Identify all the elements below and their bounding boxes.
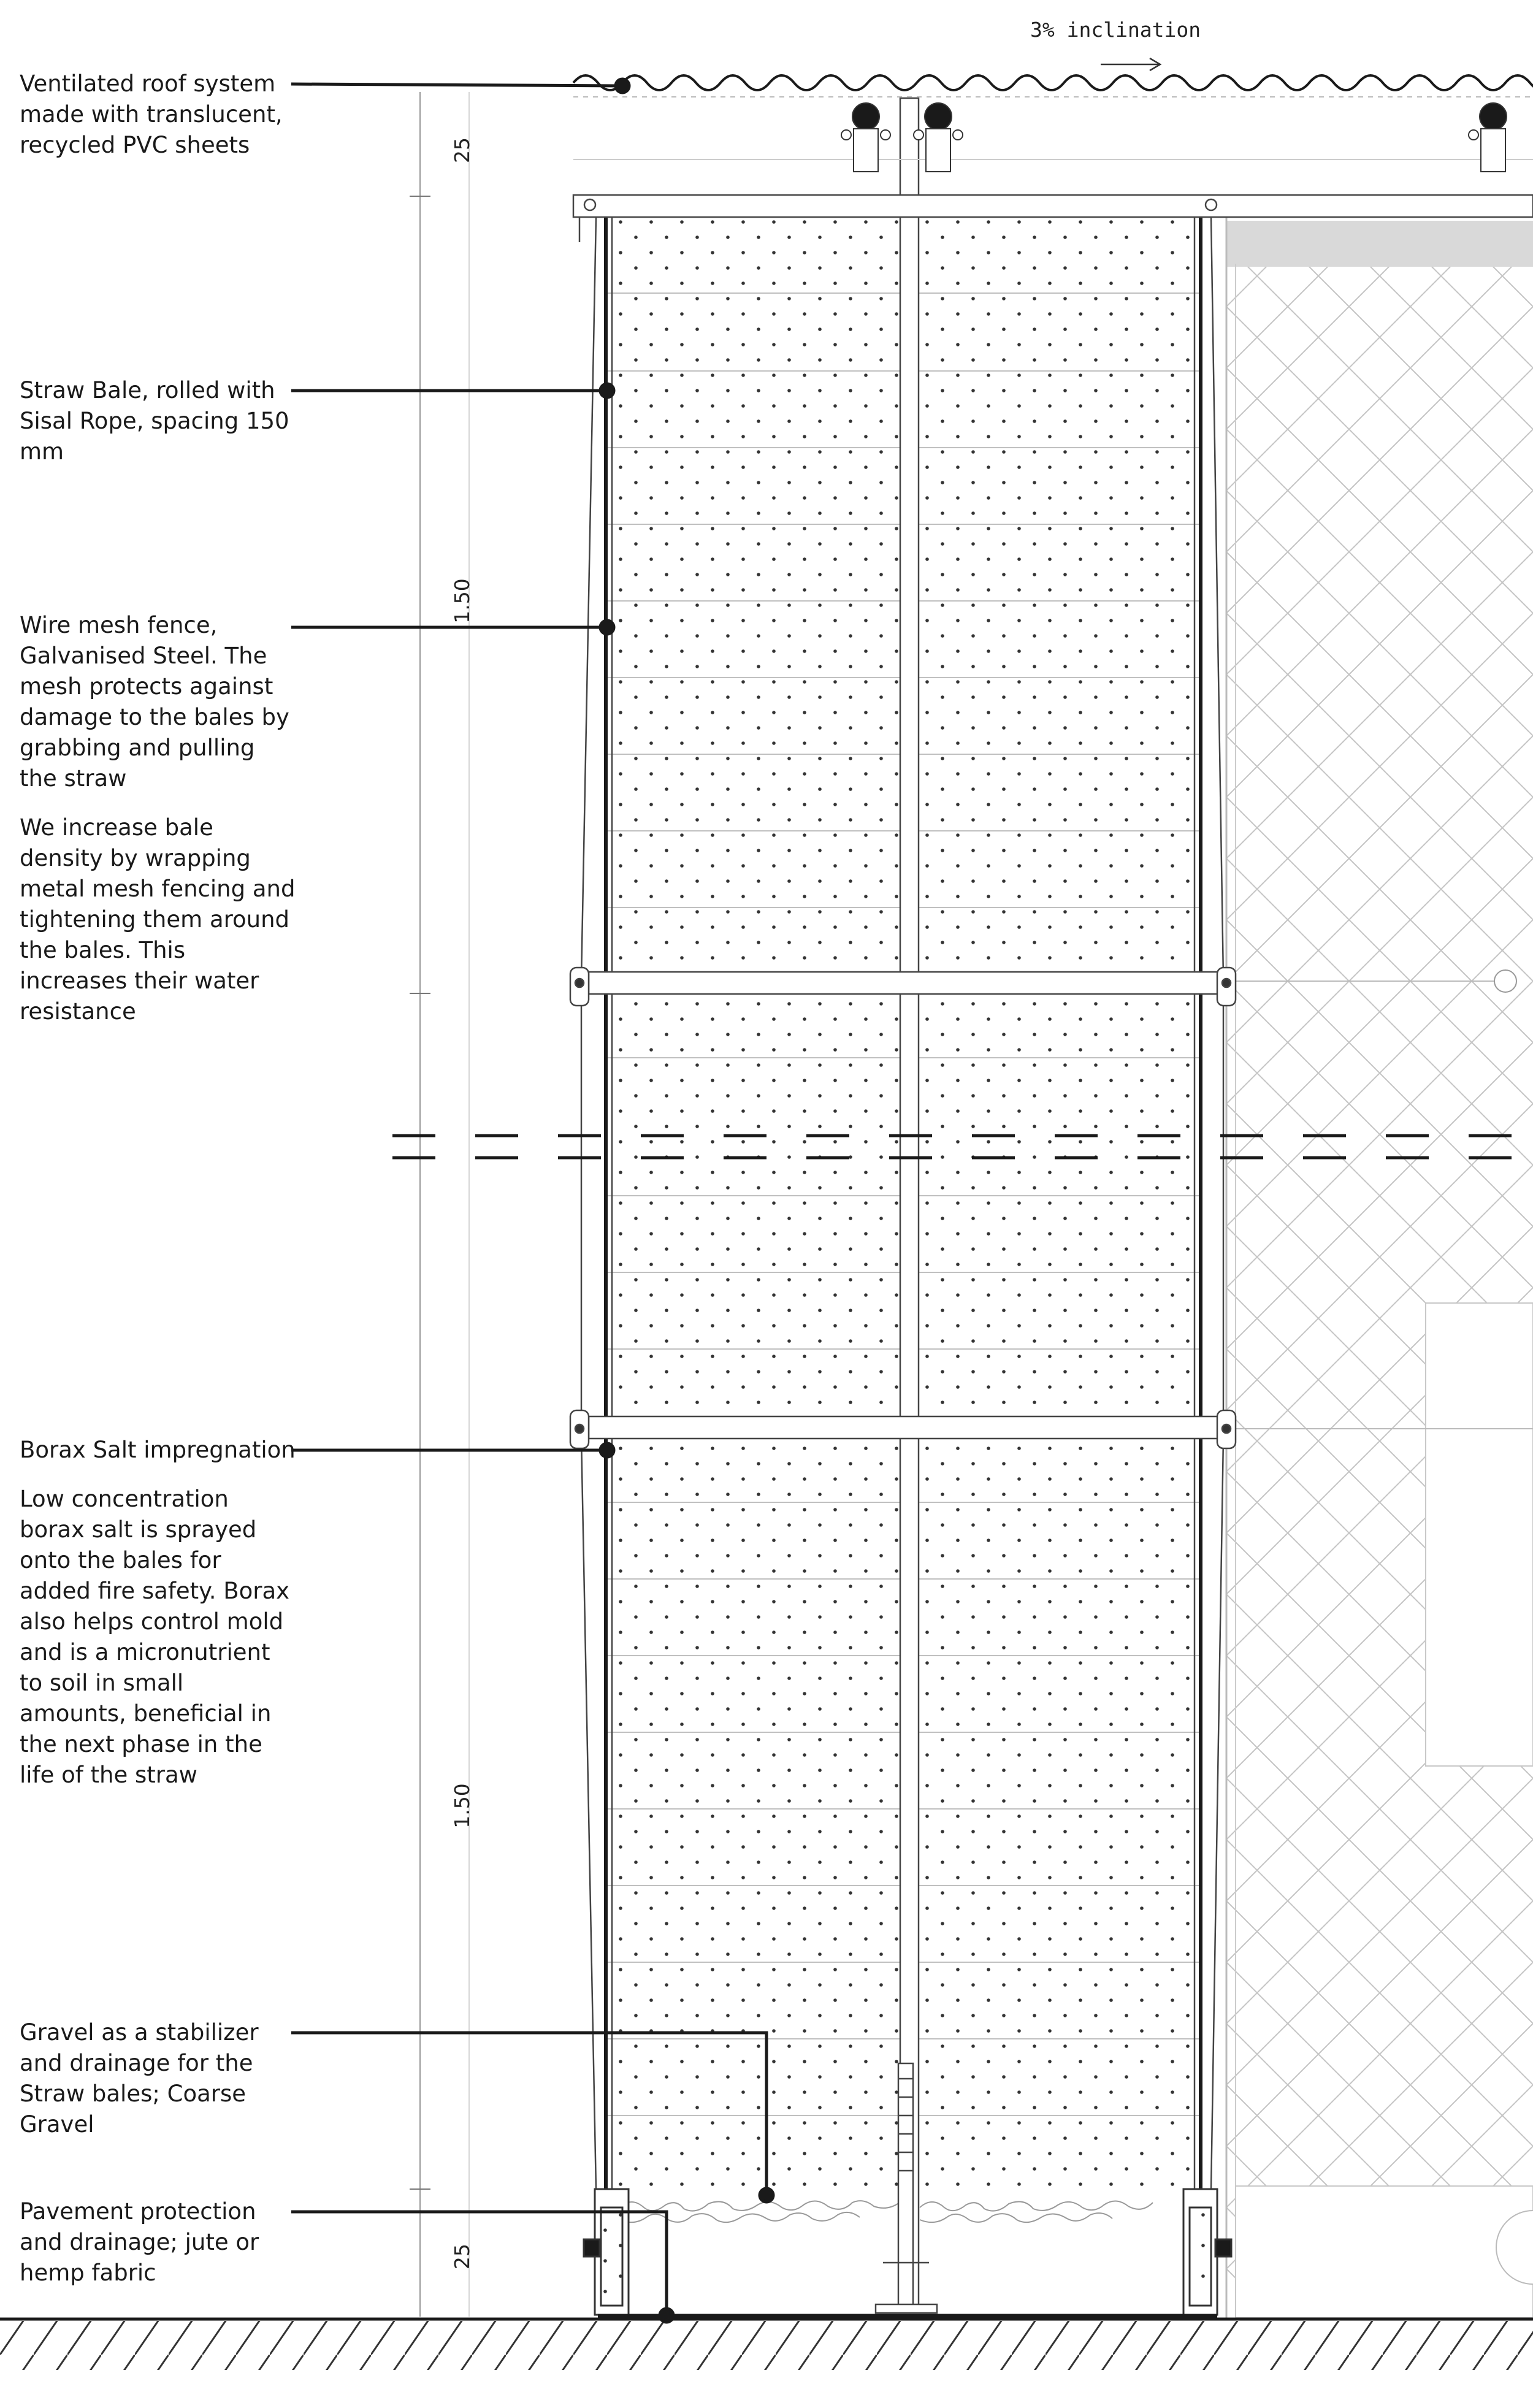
roof-clamps — [841, 103, 1507, 172]
annotation-gravel — [20, 2017, 296, 2140]
dimension-line — [410, 92, 469, 2317]
dim-upper: 1.50 — [450, 578, 474, 624]
roof-sheet — [573, 75, 1533, 159]
wire-mesh-label: Wire mesh fence, Galvanised Steel. The mesh protects against damage to the bales by grabbing and pulling the straw — [20, 612, 289, 792]
gravel-label: Gravel as a stabilizer and drainage for the Straw bales; Coarse Gravel — [20, 2019, 259, 2138]
borax-label: Borax Salt impregnation — [20, 1437, 296, 1463]
annotation-borax — [20, 1435, 296, 1791]
gravel-layer — [619, 2201, 1153, 2222]
central-post — [900, 98, 919, 2306]
slope-arrow — [1101, 58, 1160, 71]
roof-slope-label: 3% inclination — [1030, 18, 1201, 42]
pavement-label: Pavement protection and drainage; jute or hemp fabric — [20, 2198, 259, 2286]
annotation-pavement — [20, 2196, 296, 2288]
dim-lower: 1.50 — [450, 1783, 474, 1829]
annotation-straw-bale — [20, 375, 296, 467]
straw-bale-label: Straw Bale, rolled with Sisal Rope, spacing 150 mm — [20, 377, 289, 465]
interior-wall — [1226, 215, 1533, 2318]
borax-body: Low concentration borax salt is sprayed onto the bales for added fire safety. Borax also helps control mold and is a micronutrient to soil in small amounts, beneficial in the next phase in the life of the straw — [20, 1486, 290, 1788]
dim-bottom: 25 — [450, 2244, 474, 2269]
annotation-roof — [20, 69, 296, 161]
roof-label: Ventilated roof system made with translucent, recycled PVC sheets — [20, 71, 283, 158]
wire-mesh-body: We increase bale density by wrapping metal mesh fencing and tightening them around the bales. This increases their water resistance — [20, 814, 296, 1025]
dim-top: 25 — [450, 137, 474, 163]
ground — [0, 2317, 1533, 2370]
annotation-wire-mesh — [20, 610, 296, 1027]
